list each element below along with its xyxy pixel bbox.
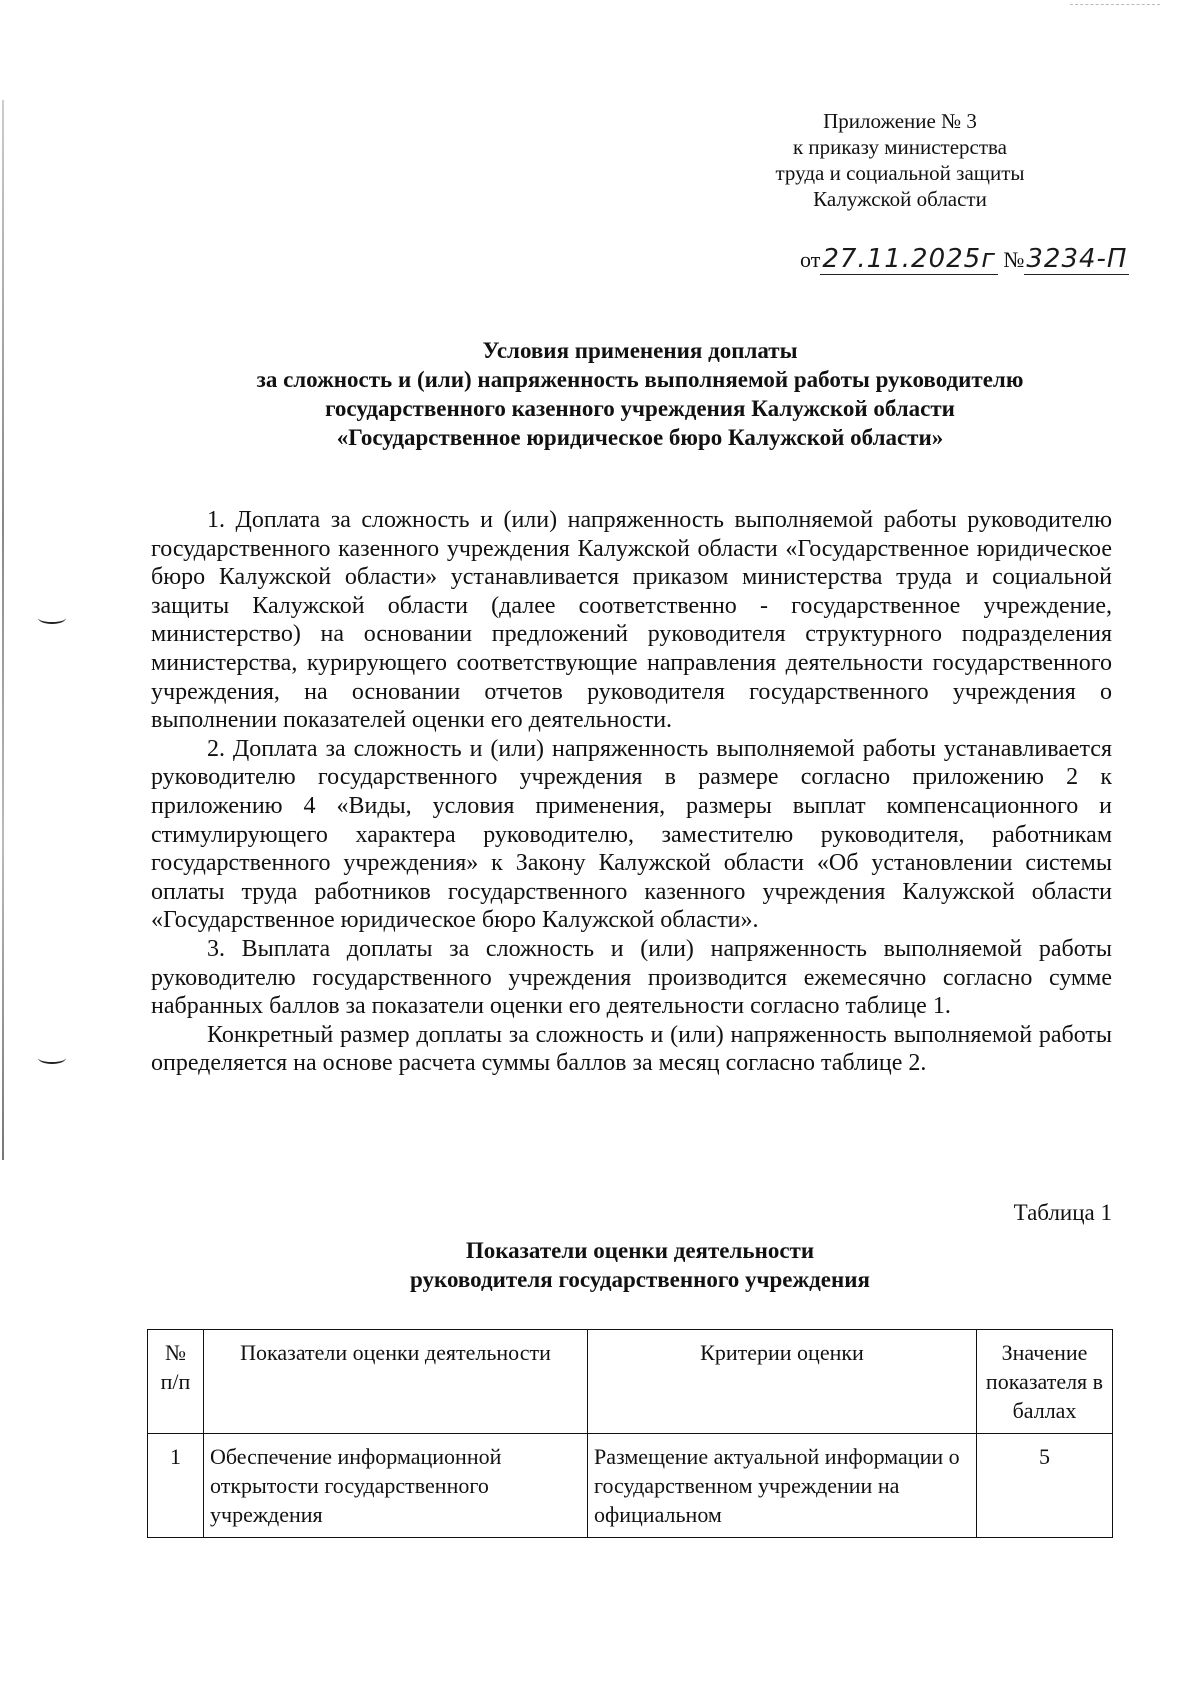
order-reference — [800, 244, 1129, 274]
header-criteria: Критерии оценки — [588, 1330, 977, 1434]
scan-artifact — [1070, 4, 1160, 7]
scan-mark — [38, 612, 66, 624]
title-line: Условия применения доплаты — [482, 338, 798, 363]
paragraph-2: 2. Доплата за сложность и (или) напряженность выполняемой работы устанавливается руководителю государственного учреждения в размере согласно приложению 2 к приложению 4 «Виды, условия применения, размеры выплат компенсационного и стимулирующего характера руководителю, заместителю руководителя, работникам государственного учреждения» к Закону Калужской области «Об установлении системы оплаты труда работников государственного казенного учреждения Калужской области «Государственное юридическое бюро Калужской области». — [151, 735, 1112, 934]
scan-edge — [2, 100, 4, 1160]
table-title-line: руководителя государственного учреждения — [410, 1267, 870, 1292]
header-value: Значение показателя в баллах — [977, 1330, 1113, 1434]
order-date: 27.11.2025г — [822, 244, 996, 274]
title-line: государственного казенного учреждения Калужской области — [325, 396, 955, 421]
header-indicator: Показатели оценки деятельности — [204, 1330, 588, 1434]
scan-mark — [38, 1052, 66, 1064]
annex-line: Приложение № 3 — [823, 109, 977, 133]
cell-criteria: Размещение актуальной информации о государственном учреждении на официальном — [588, 1434, 977, 1538]
table-title — [120, 1236, 1160, 1294]
cell-indicator: Обеспечение информационной открытости государственного учреждения — [204, 1434, 588, 1538]
cell-value: 5 — [977, 1434, 1113, 1538]
paragraph-1: 1. Доплата за сложность и (или) напряженность выполняемой работы руководителю государственного казенного учреждения Калужской области «Государственное юридическое бюро Калужской области» устанавливается приказом министерства труда и социальной защиты Калужской области (далее соответственно - государственное учреждение, министерство) на основании предложений руководителя структурного подразделения министерства, курирующего соответствующие направления деятельности государственного учреждения, на основании отчетов руководителя государственного учреждения о выполнении показателей оценки его деятельности. — [151, 507, 1112, 734]
title-line: «Государственное юридическое бюро Калужской области» — [336, 425, 944, 450]
indicators-table — [147, 1329, 1113, 1538]
document-title — [120, 336, 1160, 452]
table-row — [148, 1434, 1113, 1538]
table-header-row — [148, 1330, 1113, 1434]
annex-header — [690, 108, 1110, 212]
document-body — [151, 506, 1112, 1078]
annex-line: к приказу министерства — [792, 135, 1008, 159]
header-num: № п/п — [148, 1330, 204, 1434]
paragraph-4: Конкретный размер доплаты за сложность и (или) напряженность выполняемой работы определяется на основе расчета суммы баллов за месяц согласно таблице 2. — [151, 1021, 1112, 1077]
paragraph-3: 3. Выплата доплаты за сложность и (или) напряженность выполняемой работы руководителю государственного учреждения производится ежемесячно согласно сумме набранных баллов за показатели оценки его деятельности согласно таблице 1. — [151, 935, 1112, 1020]
cell-num: 1 — [148, 1434, 204, 1538]
annex-line: труда и социальной защиты — [775, 161, 1025, 185]
title-line: за сложность и (или) напряженность выполняемой работы руководителю — [256, 367, 1024, 392]
order-number-prefix: № — [1003, 247, 1025, 272]
order-number: 3234-П — [1026, 244, 1128, 274]
table-title-line: Показатели оценки деятельности — [465, 1238, 815, 1263]
table-caption: Таблица 1 — [1013, 1200, 1112, 1225]
order-prefix: от — [800, 247, 821, 272]
annex-line: Калужской области — [813, 187, 987, 211]
